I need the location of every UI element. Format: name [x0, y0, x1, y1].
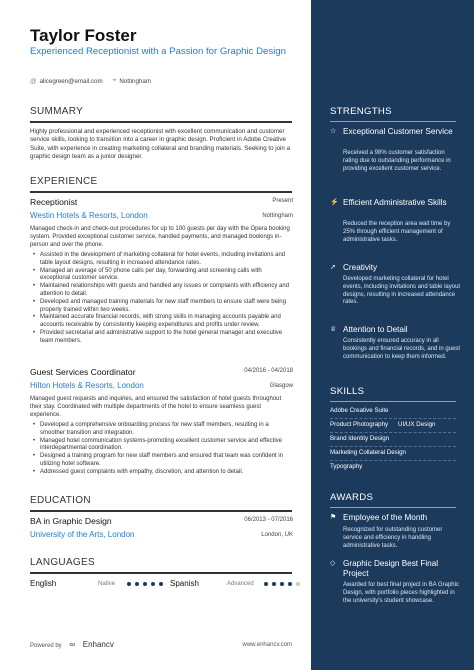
job-date: Present: [272, 198, 293, 204]
strength-desc: Developed marketing collateral for hotel events, including invitations and table layout designs, resulting in increased attendance rates.: [343, 276, 461, 306]
job-company[interactable]: Hilton Hotels & Resorts, London: [30, 381, 144, 390]
job-bullets: [30, 422, 292, 477]
education-date: 06/2013 - 07/2016: [244, 517, 293, 523]
degree-title: BA in Graphic Design: [30, 516, 112, 526]
skill-tag: Adobe Creative Suite: [330, 407, 389, 414]
email-item[interactable]: [30, 78, 103, 85]
job-date: 04/2016 - 04/2018: [244, 368, 293, 374]
language-name: English: [30, 579, 57, 588]
job-bullet: • Developed and managed training materials for new staff members to ensure staff were being properly trained within two weeks.: [30, 299, 292, 315]
language-level: Native: [98, 581, 116, 587]
job-bullet: • Managed hotel communication systems-promoting excellent customer service and effective interdepartmental coordination.: [30, 438, 292, 454]
awards-heading: AWARDS: [330, 492, 374, 503]
skills-divider: [330, 401, 456, 402]
award-desc: Recognized for outstanding customer service and efficiency in handling administrative tasks.: [343, 527, 443, 549]
skill-tag: Marketing Collateral Design: [330, 449, 407, 456]
rating-dot: [151, 582, 155, 586]
strengths-heading: STRENGTHS: [330, 106, 392, 117]
brand-name: Enhancv: [82, 640, 114, 649]
job-bullet: • Addressed guest complaints with empathy, discretion, and attention to detail.: [30, 469, 292, 477]
enhancv-logo-icon: ∞: [69, 640, 76, 649]
experience-divider: [30, 191, 292, 193]
powered-by-label: Powered by: [30, 643, 62, 649]
job-location: Nottingham: [262, 213, 293, 219]
powered-by[interactable]: [30, 640, 114, 649]
rating-dot: [135, 582, 139, 586]
location-pin-icon: ⌖: [112, 77, 117, 84]
skill-tag: UI/UX Design: [398, 421, 436, 428]
summary-divider: [30, 121, 292, 123]
footer-site[interactable]: www.enhancv.com: [242, 641, 292, 648]
footer: [30, 640, 292, 649]
award-desc: Awarded for best final project in BA Graphic Design, with portfolio pieces highlighted in the university's student showcase.: [343, 582, 459, 604]
strength-desc: Consistently ensured accuracy in all bookings and financial records, and in guest communication to keep them informed.: [343, 338, 461, 360]
skills-heading: SKILLS: [330, 386, 365, 397]
job-bullet: • Designed a training program for new staff members and ensured that team was confident in utilizing hotel software.: [30, 453, 292, 469]
strength-title: Efficient Administrative Skills: [343, 198, 447, 207]
rating-dot: [159, 582, 163, 586]
location-text: Nottingham: [119, 77, 151, 85]
strength-title: Attention to Detail: [343, 325, 408, 334]
job-role: Receptionist: [30, 197, 78, 207]
job-bullets: [30, 252, 292, 346]
strength-item: [330, 263, 453, 273]
education-heading: EDUCATION: [30, 495, 91, 506]
skill-divider: [330, 432, 456, 433]
strength-desc: Reduced the reception area wait time by 25% through efficient management of administrative tasks.: [343, 221, 451, 243]
language-name: Spanish: [170, 579, 199, 588]
summary-text: Highly professional and experienced receptionist with excellent communication and customer service skills, looking to transition into a career in graphic design. Proficient in Adobe Creative Suite, with experience in creating marketing collateral and branding materials. Seeking to join a graphic design team as a junior designer.: [30, 128, 291, 161]
education-location: London, UK: [261, 532, 293, 538]
rating-dot: [280, 582, 284, 586]
skill-tag: Brand Identity Design: [330, 435, 390, 442]
rating-dot: [296, 582, 300, 586]
strength-title: Exceptional Customer Service: [343, 127, 453, 136]
languages-heading: LANGUAGES: [30, 557, 95, 568]
languages-divider: [30, 572, 292, 574]
language-rating: [264, 582, 300, 586]
strength-desc: Received a 98% customer satisfaction rating due to outstanding performance in providing excellent customer service.: [343, 150, 451, 172]
job-bullet: • Provided secretarial and administrative support to the hotel general manager and executive team members.: [30, 330, 292, 346]
job-location: Glasgow: [269, 383, 293, 389]
skill-divider: [330, 418, 456, 419]
lightning-icon: ⚡: [330, 199, 339, 206]
education-divider: [30, 510, 292, 512]
email-text: alicegreen@email.com: [39, 77, 103, 85]
candidate-headline: Experienced Receptionist with a Passion for Graphic Design: [30, 46, 286, 57]
job-role: Guest Services Coordinator: [30, 367, 136, 377]
job-description: Managed guest requests and inquiries, and ensured the satisfaction of hotel guests throughout their stay. Coordinated with multiple departments of the hotel to ensure seamless guest experience.: [30, 396, 282, 418]
school-name[interactable]: University of the Arts, London: [30, 530, 135, 539]
job-bullet: • Managed an average of 50 phone calls per day, forwarding and screening calls with exceptional customer service.: [30, 268, 292, 284]
contact-info: [30, 77, 151, 85]
strength-item: [330, 127, 453, 137]
location-item: [113, 77, 151, 85]
star-icon: ☆: [330, 128, 337, 135]
language-level: Advanced: [227, 581, 254, 587]
job-company[interactable]: Westin Hotels & Resorts, London: [30, 211, 148, 220]
skill-tag: Product Photography: [330, 421, 389, 428]
job-bullet: • Maintained accurate financial records, with strong skills in managing accounts payable and accounts receivable by consistently keeping expenditures and profits under review.: [30, 314, 292, 330]
flag-icon: ⚑: [330, 514, 337, 521]
languages-row: [30, 579, 292, 591]
strengths-divider: [330, 121, 456, 122]
job-bullet: • Assisted in the development of marketing collateral for hotel events, including invitations and table layout designs, resulting in increased attendance rates.: [30, 252, 292, 268]
award-title: Employee of the Month: [343, 513, 428, 522]
award-item: [330, 559, 453, 579]
experience-heading: EXPERIENCE: [30, 176, 98, 187]
rating-dot: [272, 582, 276, 586]
awards-divider: [330, 507, 456, 508]
award-item: [330, 513, 453, 523]
award-title: Graphic Design Best Final Project: [343, 559, 439, 578]
diamond-icon: ◇: [330, 560, 336, 567]
trophy-icon: ♕: [330, 326, 337, 333]
skill-divider: [330, 460, 456, 461]
strength-title: Creativity: [343, 263, 378, 272]
rating-dot: [127, 582, 131, 586]
strength-item: [330, 198, 453, 208]
job-bullet: • Maintained relationships with guests and handled any issues or complaints with efficiency and attention to detail.: [30, 283, 292, 299]
rocket-icon: ➚: [330, 264, 336, 271]
skill-tag: Typography: [330, 463, 363, 470]
language-rating: [127, 582, 163, 586]
skill-divider: [330, 446, 456, 447]
rating-dot: [143, 582, 147, 586]
rating-dot: [264, 582, 268, 586]
rating-dot: [288, 582, 292, 586]
job-description: Managed check-in and check-out procedures for up to 100 guests per day with the Opera booking system. Provided exceptional customer service, handled payments, and managed bookings in-person and over the phone.: [30, 226, 290, 248]
sidebar: [311, 0, 474, 670]
at-icon: @: [30, 77, 37, 85]
candidate-name: Taylor Foster: [30, 26, 137, 45]
job-bullet: • Developed a comprehensive onboarding process for new staff members, resulting in a smoother transition and integration.: [30, 422, 292, 438]
summary-heading: SUMMARY: [30, 106, 84, 117]
strength-item: [330, 325, 453, 335]
